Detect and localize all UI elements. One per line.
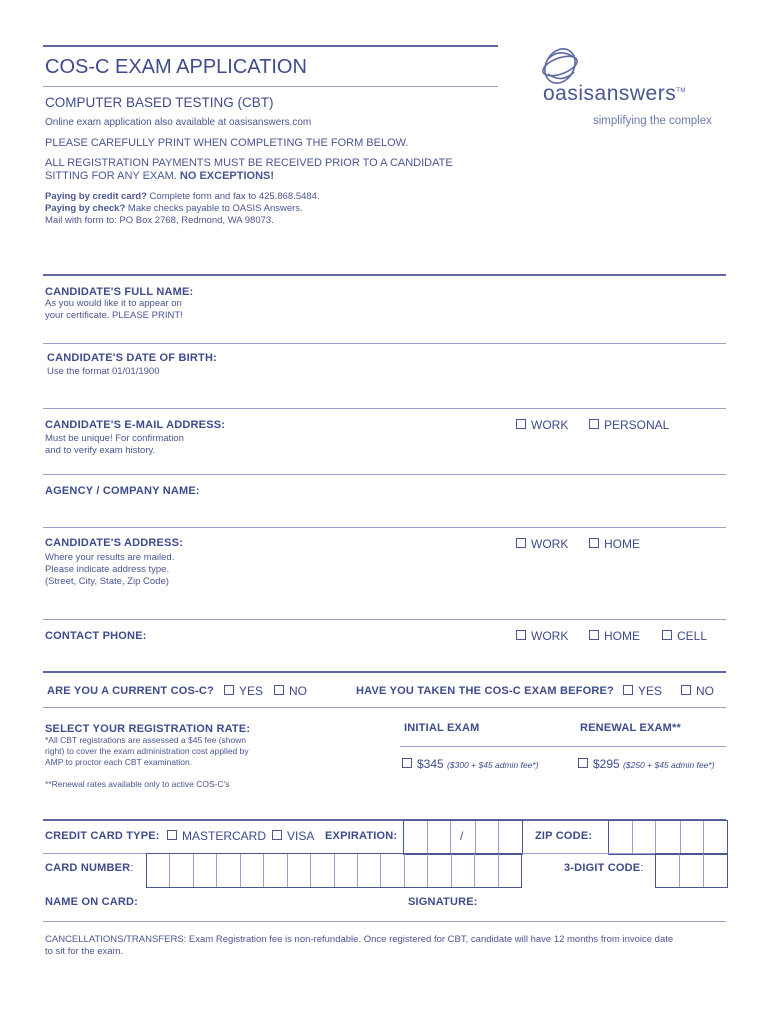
rate-rule	[400, 746, 726, 747]
logo-wordmark: oasisanswers™	[543, 82, 686, 105]
phone-work-checkbox[interactable]: WORK	[516, 629, 568, 643]
phone-home-checkbox[interactable]: HOME	[589, 629, 640, 643]
phone-field[interactable]	[230, 624, 510, 668]
email-work-checkbox[interactable]: WORK	[516, 418, 568, 432]
name-on-card-field[interactable]	[150, 890, 400, 918]
card-number-label: CARD NUMBER:	[45, 862, 134, 874]
taken-yes-checkbox[interactable]: YES	[623, 684, 662, 698]
section-rule	[43, 707, 726, 708]
expiration-separator: /	[460, 829, 464, 843]
online-note: Online exam application also available at oasisanswers.com	[45, 117, 312, 128]
full-name-label: CANDIDATE'S FULL NAME:	[45, 286, 194, 298]
cancellation-policy: CANCELLATIONS/TRANSFERS: Exam Registration fee is non-refundable. Once registered for CBT, candidate will have 12 months from invoice date to sit for the exam.	[45, 934, 674, 957]
payment-methods: Paying by credit card? Complete form and fax to 425.868.5484. Paying by check? Make checks payable to OASIS Answers. Mail with form to: PO Box 2768, Redmond, WA 98073.	[45, 191, 320, 226]
no-exceptions: NO EXCEPTIONS!	[179, 170, 275, 182]
print-instruction: PLEASE CAREFULLY PRINT WHEN COMPLETING THE FORM BELOW.	[45, 137, 409, 149]
current-cosc-label: ARE YOU A CURRENT COS-C?	[47, 685, 214, 697]
full-name-field[interactable]	[230, 282, 726, 340]
signature-label: SIGNATURE:	[408, 896, 478, 908]
mastercard-checkbox[interactable]: MASTERCARD	[167, 829, 266, 843]
section-rule	[43, 474, 726, 475]
dob-label: CANDIDATE'S DATE OF BIRTH:	[47, 352, 217, 364]
email-field[interactable]	[230, 414, 510, 470]
section-rule	[43, 619, 726, 620]
initial-rate-checkbox[interactable]: $345 ($300 + $45 admin fee*)	[402, 757, 538, 771]
email-help: Must be unique! For confirmation and to verify exam history.	[45, 433, 184, 456]
section-rule	[43, 408, 726, 409]
taken-exam-label: HAVE YOU TAKEN THE COS-C EXAM BEFORE?	[356, 685, 614, 697]
email-personal-checkbox[interactable]: PERSONAL	[589, 418, 669, 432]
address-help: Where your results are mailed. Please indicate address type. (Street, City, State, Zip Code)	[45, 552, 175, 587]
current-no-checkbox[interactable]: NO	[274, 684, 307, 698]
initial-exam-header: INITIAL EXAM	[404, 722, 480, 734]
card-number-field[interactable]	[146, 853, 522, 888]
section-rule	[43, 343, 726, 344]
phone-cell-checkbox[interactable]: CELL	[662, 629, 707, 643]
agency-label: AGENCY / COMPANY NAME:	[45, 485, 200, 497]
zip-label: ZIP CODE:	[535, 830, 593, 842]
dob-help: Use the format 01/01/1900	[47, 366, 160, 377]
section-rule	[43, 527, 726, 528]
phone-label: CONTACT PHONE:	[45, 630, 147, 642]
security-code-field[interactable]	[655, 853, 728, 888]
agency-field[interactable]	[230, 480, 726, 524]
address-field[interactable]	[230, 532, 510, 616]
card-type-label: CREDIT CARD TYPE:	[45, 830, 160, 842]
page-title: COS-C EXAM APPLICATION	[45, 56, 307, 78]
name-on-card-label: NAME ON CARD:	[45, 896, 139, 908]
rate-note: *All CBT registrations are assessed a $45 fee (shown right) to cover the exam administration cost applied by AMP to proctor each CBT examination.	[45, 735, 249, 767]
address-work-checkbox[interactable]: WORK	[516, 537, 568, 551]
security-code-label: 3-DIGIT CODE:	[564, 862, 644, 874]
logo-tagline: simplifying the complex	[593, 115, 712, 127]
email-label: CANDIDATE'S E-MAIL ADDRESS:	[45, 419, 226, 431]
rate-label: SELECT YOUR REGISTRATION RATE:	[45, 723, 251, 735]
page-subtitle: COMPUTER BASED TESTING (CBT)	[45, 95, 274, 110]
visa-checkbox[interactable]: VISA	[272, 829, 314, 843]
renewal-rate-checkbox[interactable]: $295 ($250 + $45 admin fee*)	[578, 757, 714, 771]
expiration-label: EXPIRATION:	[325, 830, 398, 842]
signature-field[interactable]	[485, 890, 725, 918]
payment-instruction: ALL REGISTRATION PAYMENTS MUST BE RECEIVED PRIOR TO A CANDIDATE SITTING FOR ANY EXAM. NO EXCEPTIONS!	[45, 157, 453, 182]
section-rule	[43, 921, 726, 922]
section-rule	[43, 671, 726, 673]
renewal-exam-header: RENEWAL EXAM**	[580, 722, 681, 734]
top-rule	[43, 45, 498, 47]
address-label: CANDIDATE'S ADDRESS:	[45, 537, 184, 549]
address-home-checkbox[interactable]: HOME	[589, 537, 640, 551]
zip-field[interactable]	[608, 820, 728, 855]
title-rule	[43, 86, 498, 87]
renewal-note: **Renewal rates available only to active COS-C's	[45, 779, 230, 789]
full-name-help: As you would like it to appear on your certificate. PLEASE PRINT!	[45, 298, 183, 321]
section-rule	[43, 274, 726, 276]
current-yes-checkbox[interactable]: YES	[224, 684, 263, 698]
dob-field[interactable]	[230, 348, 726, 404]
taken-no-checkbox[interactable]: NO	[681, 684, 714, 698]
